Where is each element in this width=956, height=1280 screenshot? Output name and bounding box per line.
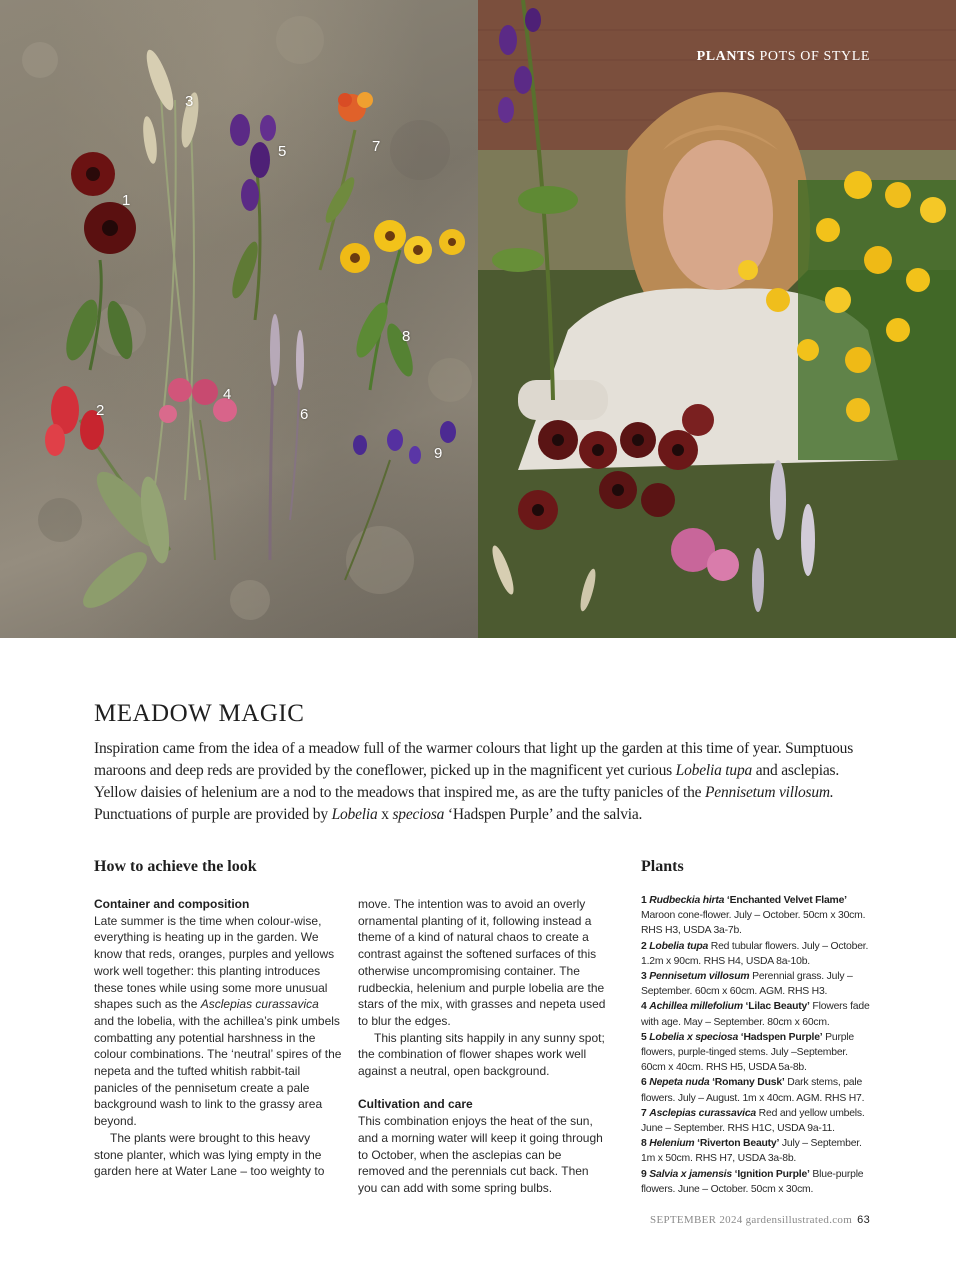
plant-3-pennisetum xyxy=(150,80,200,520)
plant-name: 3 Pennisetum villosum xyxy=(641,971,750,983)
plant-number-2: 2 xyxy=(96,402,105,419)
plants-heading: Plants xyxy=(641,858,684,875)
plant-description: Blue-purple flowers. June – October. 50cm x 30cm. xyxy=(641,1168,864,1195)
page-footer xyxy=(650,1214,870,1226)
plant-number-8: 8 xyxy=(402,328,411,345)
plant-description: Flowers fade with age. May – September. 80cm x 60cm. xyxy=(641,1001,870,1028)
plant-entry-3 xyxy=(641,969,873,999)
plant-number-9: 9 xyxy=(434,445,443,462)
intro-paragraph: Inspiration came from the idea of a meadow full of the warmer colours that light up the garden at this time of year. Sumptuous maroons and deep reds are provided by the coneflower, picked up in the magnificent yet curious Lobelia tupa and asclepias. Yellow daisies of helenium are a nod to the meadows that inspired me, as are the tufty panicles of the Pennisetum villosum. Punctuations of purple are provided by Lobelia x speciosa ‘Hadspen Purple’ and the salvia. xyxy=(94,740,854,823)
section-label xyxy=(697,49,870,65)
article-headline: MEADOW MAGIC xyxy=(94,700,305,727)
plant-description: Perennial grass. July – September. 60cm x 60cm. AGM. RHS H3. xyxy=(641,971,853,998)
plant-number-3: 3 xyxy=(185,93,194,110)
section-label-bold: PLANTS xyxy=(696,49,756,64)
plant-entry-5 xyxy=(641,1030,873,1076)
flatlay-photo xyxy=(0,0,478,638)
paragraph-sunny-spot: This planting sits happily in any sunny spot; the combination of flower shapes work well against a neutral, open background. xyxy=(358,1030,605,1079)
plant-name: 2 Lobelia tupa xyxy=(641,940,709,952)
plant-description: Red tubular flowers. July – October. 1.2m x 90cm. RHS H4, USDA 8a-10b. xyxy=(641,940,869,967)
plant-entry-6 xyxy=(641,1075,873,1105)
subheading-container: Container and composition xyxy=(94,897,250,911)
plant-entry-1 xyxy=(641,893,873,939)
plant-description: Purple flowers, purple-tinged stems. July –September. 60cm x 40cm. RHS H5, USDA 5a-8b. xyxy=(641,1031,854,1074)
plant-number-5: 5 xyxy=(278,143,287,160)
plant-entry-7 xyxy=(641,1106,873,1136)
plant-description: Dark stems, pale flowers. July – August. 1m x 40cm. AGM. RHS H7. xyxy=(641,1077,865,1104)
paragraph-planter-continued: move. The intention was to avoid an overly ornamental planting of it, following instead a theme of a kind of natural chaos to create a contrast against the softened surfaces of this otherwise uncompromising container. The rudbeckia, helenium and purple lobelia are the stars of the mix, with grasses and nepeta used to blur the edges. xyxy=(358,897,606,1028)
plant-name: 8 Helenium ‘Riverton Beauty’ xyxy=(641,1138,780,1150)
body-column-1 xyxy=(94,896,342,1180)
section-label-rest: POTS OF STYLE xyxy=(759,49,870,64)
paragraph-cultivation: This combination enjoys the heat of the sun, and a morning water will keep it going through to October, when the asclepias can be removed and the perennials cut back. Then you can add with some spring bulbs. xyxy=(358,1114,603,1195)
plant-5-lobelia-speciosa xyxy=(227,114,276,320)
flatlay-illustration xyxy=(0,0,478,638)
plant-description: Red and yellow umbels. June – September. RHS H1C, USDA 9a-11. xyxy=(641,1107,865,1135)
plants-list xyxy=(641,893,873,1197)
plant-7-asclepias xyxy=(320,92,373,270)
paragraph-composition: Late summer is the time when colour-wise, everything is heating up in the garden. We know that reds, oranges, purples and yellows work well together: this planting introduces these tones while using some more unusual shapes such as the Asclepias curassavica and the lobelia, with the achillea’s pink umbels combatting any potential harshness in the colour combinations. The ‘neutral’ spires of the nepeta and the tufted whitish rabbit-tail panicles of the pennisetum create a pale background wash to link to the grassy area beyond. xyxy=(94,913,342,1129)
portrait-photo xyxy=(478,0,956,638)
plant-number-4: 4 xyxy=(223,386,232,403)
portrait-illustration xyxy=(478,0,956,638)
plant-entry-4 xyxy=(641,999,873,1029)
plant-entry-8 xyxy=(641,1136,873,1166)
body-column-2 xyxy=(358,896,606,1197)
plant-name: 5 Lobelia x speciosa ‘Hadspen Purple’ xyxy=(641,1031,823,1043)
plant-description: July – September. 1m x 50cm. RHS H7, USDA 3a-8b. xyxy=(641,1138,862,1165)
footer-text: SEPTEMBER 2024 gardensillustrated.com xyxy=(650,1214,853,1226)
page-number: 63 xyxy=(857,1214,870,1226)
plant-entry-2 xyxy=(641,939,873,969)
paragraph-planter: The plants were brought to this heavy stone planter, which was lying empty in the garden here at Water Lane – too weighty to xyxy=(94,1130,325,1179)
subheading-cultivation: Cultivation and care xyxy=(358,1097,473,1112)
plant-number-7: 7 xyxy=(372,138,381,155)
plant-number-1: 1 xyxy=(122,192,131,209)
plant-name: 4 Achillea millefolium ‘Lilac Beauty’ xyxy=(641,1001,810,1013)
howto-heading: How to achieve the look xyxy=(94,858,257,875)
plant-name: 7 Asclepias curassavica xyxy=(641,1107,756,1119)
plant-name: 9 Salvia x jamensis ‘Ignition Purple’ xyxy=(641,1168,810,1180)
plant-name: 1 Rudbeckia hirta ‘Enchanted Velvet Flame’ xyxy=(641,895,847,906)
plant-name: 6 Nepeta nuda ‘Romany Dusk’ xyxy=(641,1077,785,1089)
plant-number-6: 6 xyxy=(300,406,309,423)
plant-description: Maroon cone-flower. July – October. 50cm x 30cm. RHS H3, USDA 3a-7b. xyxy=(641,910,866,937)
plant-entry-9 xyxy=(641,1167,873,1197)
plant-6-nepeta xyxy=(270,314,304,560)
